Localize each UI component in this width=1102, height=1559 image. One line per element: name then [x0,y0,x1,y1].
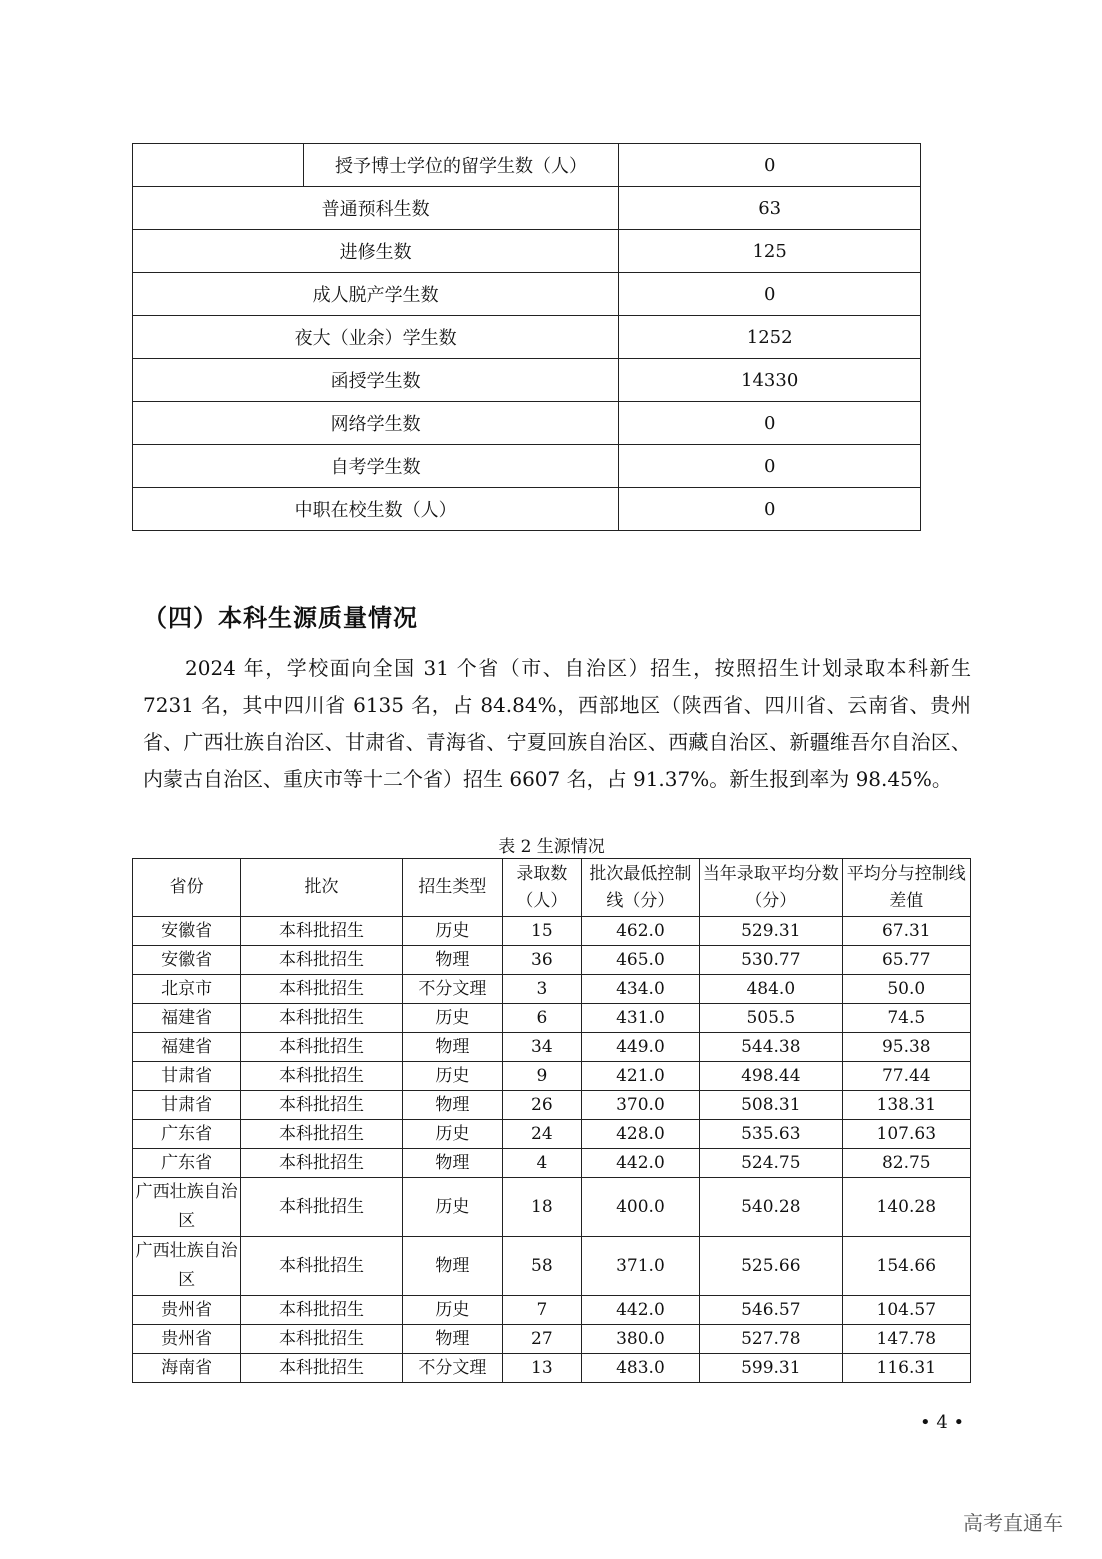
table-cell: 历史 [402,1178,502,1237]
table-cell: 421.0 [581,1062,699,1091]
table-cell: 428.0 [581,1120,699,1149]
table-cell: 本科批招生 [241,1325,403,1354]
table-cell: 物理 [402,1091,502,1120]
table-cell: 安徽省 [133,917,241,946]
table-cell: 483.0 [581,1354,699,1383]
table-cell: 北京市 [133,975,241,1004]
table-cell-value: 0 [619,488,921,531]
table-cell: 82.75 [842,1149,970,1178]
table-row [133,975,971,1004]
table-cell: 546.57 [700,1296,843,1325]
table-cell: 535.63 [700,1120,843,1149]
table-cell-value: 0 [619,402,921,445]
table-cell: 107.63 [842,1120,970,1149]
table-cell: 贵州省 [133,1296,241,1325]
table-cell: 本科批招生 [241,1178,403,1237]
table-row [133,1120,971,1149]
table-cell: 安徽省 [133,946,241,975]
page-number: • 4 • [920,1412,965,1433]
table-cell: 524.75 [700,1149,843,1178]
table-cell: 贵州省 [133,1325,241,1354]
table-cell-label: 成人脱产学生数 [133,273,619,316]
table-cell: 3 [502,975,581,1004]
table-cell-value: 125 [619,230,921,273]
table-cell: 400.0 [581,1178,699,1237]
table-row [133,316,921,359]
table-cell: 104.57 [842,1296,970,1325]
table-cell: 370.0 [581,1091,699,1120]
table-cell: 371.0 [581,1237,699,1296]
table-cell: 540.28 [700,1178,843,1237]
table-cell: 34 [502,1033,581,1062]
table-header-cell: 批次最低控制线（分） [581,859,699,917]
table-cell: 物理 [402,946,502,975]
table-cell: 不分文理 [402,975,502,1004]
table-cell: 527.78 [700,1325,843,1354]
table-cell-label: 自考学生数 [133,445,619,488]
table-cell-value: 0 [619,144,921,187]
table-cell: 历史 [402,1062,502,1091]
table-row [133,402,921,445]
table-cell: 498.44 [700,1062,843,1091]
table-cell: 544.38 [700,1033,843,1062]
table-cell: 36 [502,946,581,975]
table-cell-label: 函授学生数 [133,359,619,402]
table-cell: 431.0 [581,1004,699,1033]
table-cell: 7 [502,1296,581,1325]
table-cell: 442.0 [581,1149,699,1178]
table-row [133,946,971,975]
table-cell-label: 网络学生数 [133,402,619,445]
table-cell: 380.0 [581,1325,699,1354]
table-row [133,230,921,273]
table-cell: 本科批招生 [241,1062,403,1091]
table-cell: 本科批招生 [241,1237,403,1296]
table-cell: 462.0 [581,917,699,946]
student-source-table [132,858,971,1383]
table-cell: 历史 [402,917,502,946]
table-cell: 广东省 [133,1120,241,1149]
table-cell: 26 [502,1091,581,1120]
table-cell: 本科批招生 [241,1296,403,1325]
table-cell: 465.0 [581,946,699,975]
table-cell: 529.31 [700,917,843,946]
table-cell: 67.31 [842,917,970,946]
table-cell: 18 [502,1178,581,1237]
table-cell: 140.28 [842,1178,970,1237]
table-cell-label: 夜大（业余）学生数 [133,316,619,359]
table-header-cell: 批次 [241,859,403,917]
table-cell: 本科批招生 [241,1004,403,1033]
table-cell-value: 14330 [619,359,921,402]
table-cell: 505.5 [700,1004,843,1033]
enrollment-stats-table [132,143,921,531]
table-cell-value: 0 [619,445,921,488]
table-cell: 甘肃省 [133,1062,241,1091]
table-cell: 65.77 [842,946,970,975]
table-row [133,359,921,402]
table-cell: 27 [502,1325,581,1354]
table-cell: 50.0 [842,975,970,1004]
table-row [133,445,921,488]
table-cell: 本科批招生 [241,1354,403,1383]
table-cell: 广东省 [133,1149,241,1178]
table-cell: 物理 [402,1237,502,1296]
table-cell: 物理 [402,1033,502,1062]
table-cell: 6 [502,1004,581,1033]
table-cell: 物理 [402,1325,502,1354]
table-cell: 95.38 [842,1033,970,1062]
table-cell-value: 1252 [619,316,921,359]
table-cell-label: 授予博士学位的留学生数（人） [303,144,619,187]
table-cell: 本科批招生 [241,975,403,1004]
table-row [133,273,921,316]
table-header-cell: 省份 [133,859,241,917]
table-cell: 530.77 [700,946,843,975]
table-cell: 74.5 [842,1004,970,1033]
table-cell: 24 [502,1120,581,1149]
table-row [133,1149,971,1178]
table-cell: 历史 [402,1296,502,1325]
table-caption: 表 2 生源情况 [498,837,605,857]
table-cell: 9 [502,1062,581,1091]
table-cell: 甘肃省 [133,1091,241,1120]
table-row [133,187,921,230]
table-cell: 599.31 [700,1354,843,1383]
table-cell-label: 中职在校生数（人） [133,488,619,531]
table-cell: 154.66 [842,1237,970,1296]
table-cell: 福建省 [133,1004,241,1033]
table-cell: 本科批招生 [241,1149,403,1178]
table-cell: 广西壮族自治区 [133,1178,241,1237]
table-header-cell: 招生类型 [402,859,502,917]
table-row [133,1354,971,1383]
table-row [133,1296,971,1325]
table-row [133,917,971,946]
table-cell: 历史 [402,1120,502,1149]
table-cell: 13 [502,1354,581,1383]
table-header-cell: 录取数（人） [502,859,581,917]
table-row [133,1237,971,1296]
table-row [133,1033,971,1062]
table-cell-label: 进修生数 [133,230,619,273]
table-header-row [133,859,971,917]
table-cell-value: 0 [619,273,921,316]
table-cell: 物理 [402,1149,502,1178]
table-cell: 147.78 [842,1325,970,1354]
table-cell-label: 普通预科生数 [133,187,619,230]
table-cell: 本科批招生 [241,1091,403,1120]
table-cell: 58 [502,1237,581,1296]
table-cell: 福建省 [133,1033,241,1062]
table-row [133,488,921,531]
table-cell: 15 [502,917,581,946]
table-cell: 历史 [402,1004,502,1033]
table-row [133,1178,971,1237]
table-cell: 本科批招生 [241,946,403,975]
table-cell: 海南省 [133,1354,241,1383]
table-row [133,1004,971,1033]
body-paragraph: 2024 年，学校面向全国 31 个省（市、自治区）招生，按照招生计划录取本科新生 7231 名，其中四川省 6135 名，占 84.84%，西部地区（陕西省、四川省、云南省、贵州省、广西壮族自治区、甘肃省、青海省、宁夏回族自治区、西藏自治区、新疆维吾尔自治区、内蒙古自治区、重庆市等十二个省）招生 6607 名，占 91.37%。新生报到率为 98.45%。 [143,656,971,791]
table-cell: 484.0 [700,975,843,1004]
table-row [133,1325,971,1354]
table-cell: 449.0 [581,1033,699,1062]
table-cell: 434.0 [581,975,699,1004]
section-heading: （四）本科生源质量情况 [143,604,418,632]
table-cell: 本科批招生 [241,917,403,946]
table-cell: 77.44 [842,1062,970,1091]
table-row [133,144,921,187]
table-row [133,1091,971,1120]
table-row [133,1062,971,1091]
table-cell: 116.31 [842,1354,970,1383]
table-cell: 不分文理 [402,1354,502,1383]
table-cell: 4 [502,1149,581,1178]
table-header-cell: 当年录取平均分数（分） [700,859,843,917]
table-cell-blank [133,144,304,187]
watermark: 高考直通车 [963,1511,1063,1535]
table-cell: 138.31 [842,1091,970,1120]
table-cell: 508.31 [700,1091,843,1120]
table-cell: 442.0 [581,1296,699,1325]
table-cell: 525.66 [700,1237,843,1296]
table-header-cell: 平均分与控制线差值 [842,859,970,917]
table-cell: 本科批招生 [241,1033,403,1062]
table-cell-value: 63 [619,187,921,230]
table-cell: 广西壮族自治区 [133,1237,241,1296]
table-cell: 本科批招生 [241,1120,403,1149]
